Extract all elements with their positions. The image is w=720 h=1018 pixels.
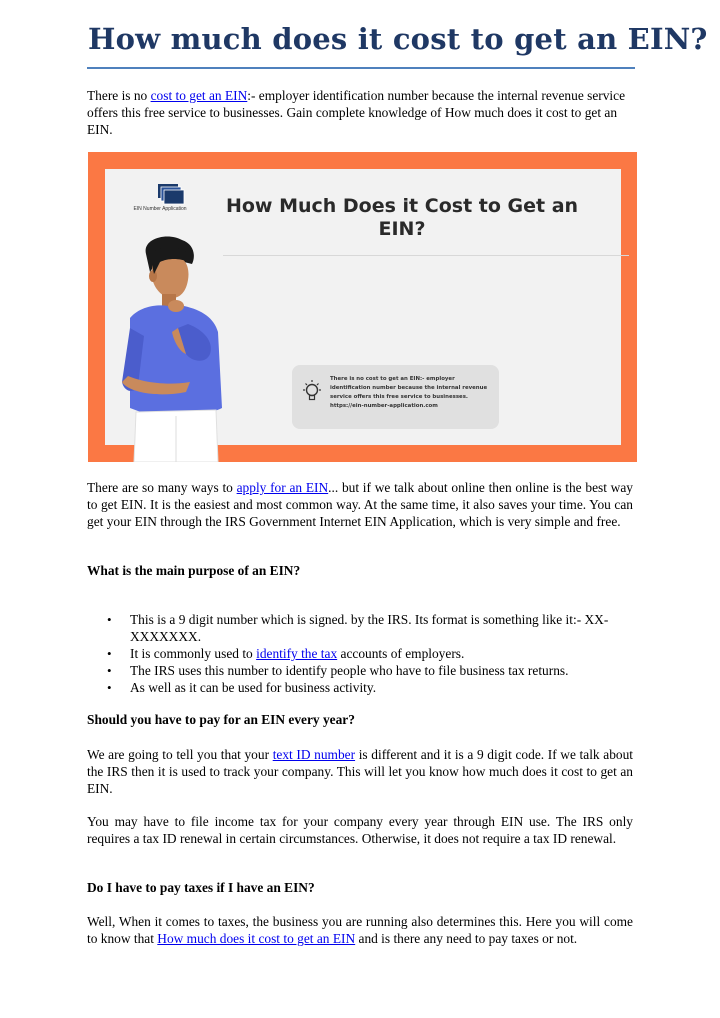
purpose-bullet-list: [87, 611, 633, 696]
bullet-text: The IRS uses this number to identify people who have to file business tax returns.: [130, 663, 569, 678]
info-body: There is no cost to get an EIN:- employer identification number because the internal revenue service offers this free service to businesses.: [330, 376, 488, 400]
list-item: [87, 611, 633, 645]
bullet-text: As well as it can be used for business activity.: [130, 680, 377, 695]
identify-the-tax-link[interactable]: identify the tax: [256, 646, 338, 661]
section-heading-taxes: Do I have to pay taxes if I have an EIN?: [87, 880, 315, 895]
logo-text: EIN Number Application: [133, 206, 187, 212]
bullet-text-end: accounts of employers.: [337, 646, 465, 661]
bullet-text: This is a 9 digit number which is signed. by the IRS. Its format is something like it:- XX-XXXXXXX.: [130, 612, 609, 644]
apply-paragraph: [87, 479, 633, 530]
taxes-paragraph: [87, 913, 633, 947]
para3-text-start: We are going to tell you that your: [87, 747, 273, 762]
para2-text-end: ... but if we talk about online then online is the best way to get EIN. It is the easiest and most common way. At the same time, it also saves your time. You can get your EIN through the IRS Government Internet EIN Application, which is very simple and free.: [87, 480, 633, 529]
info-url: https://ein-number-application.com: [330, 403, 438, 409]
intro-paragraph: [87, 87, 633, 138]
title-underline: [87, 67, 635, 69]
bullet-icon: •: [107, 646, 112, 661]
hero-image: [88, 152, 637, 462]
para5-text-end: and is there any need to pay taxes or not.: [355, 931, 578, 946]
list-item: [87, 679, 633, 696]
cost-ein-link[interactable]: How much does it cost to get an EIN: [157, 931, 356, 946]
text-id-number-link[interactable]: text ID number: [272, 747, 356, 762]
tax-id-paragraph: [87, 746, 633, 797]
info-box: [292, 365, 499, 429]
thinking-man-illustration: [106, 232, 236, 462]
para2-text-start: There are so many ways to: [87, 480, 237, 495]
info-text: [330, 375, 495, 411]
apply-for-ein-link[interactable]: apply for an EIN: [236, 480, 329, 495]
section-heading-purpose: What is the main purpose of an EIN?: [87, 563, 301, 578]
cost-to-get-ein-link[interactable]: cost to get an EIN: [150, 88, 248, 103]
page-title: How much does it cost to get an EIN?: [88, 22, 708, 56]
bullet-icon: •: [107, 663, 112, 678]
para5-text-start: Well, When it comes to taxes, the business you are running also determines this. Here you will come to know that: [87, 914, 633, 946]
list-item: [87, 645, 633, 662]
intro-text-end: :- employer identification number because the internal revenue service offers this free service to businesses. Gain complete knowledge of How much does it cost to get an EIN.: [87, 88, 626, 137]
section-heading-every-year: Should you have to pay for an EIN every year?: [87, 712, 355, 727]
bullet-text: It is commonly used to: [130, 646, 257, 661]
para3-text-end: is different and it is a 9 digit code. If we talk about the IRS then it is used to track your company. This will let you know how much does it cost to get an EIN.: [87, 747, 634, 796]
lightbulb-icon: [301, 379, 323, 405]
list-item: [87, 662, 633, 679]
renewal-paragraph: You may have to file income tax for your company every year through EIN use. The IRS only requires a tax ID renewal in certain circumstances. Otherwise, it does not require a tax ID renewal.: [87, 814, 633, 846]
hero-divider: [223, 255, 629, 256]
hero-heading: How Much Does it Cost to Get an EIN?: [225, 195, 579, 240]
bullet-icon: •: [107, 680, 112, 695]
bullet-icon: •: [107, 612, 112, 627]
intro-text-start: There is no: [87, 88, 151, 103]
